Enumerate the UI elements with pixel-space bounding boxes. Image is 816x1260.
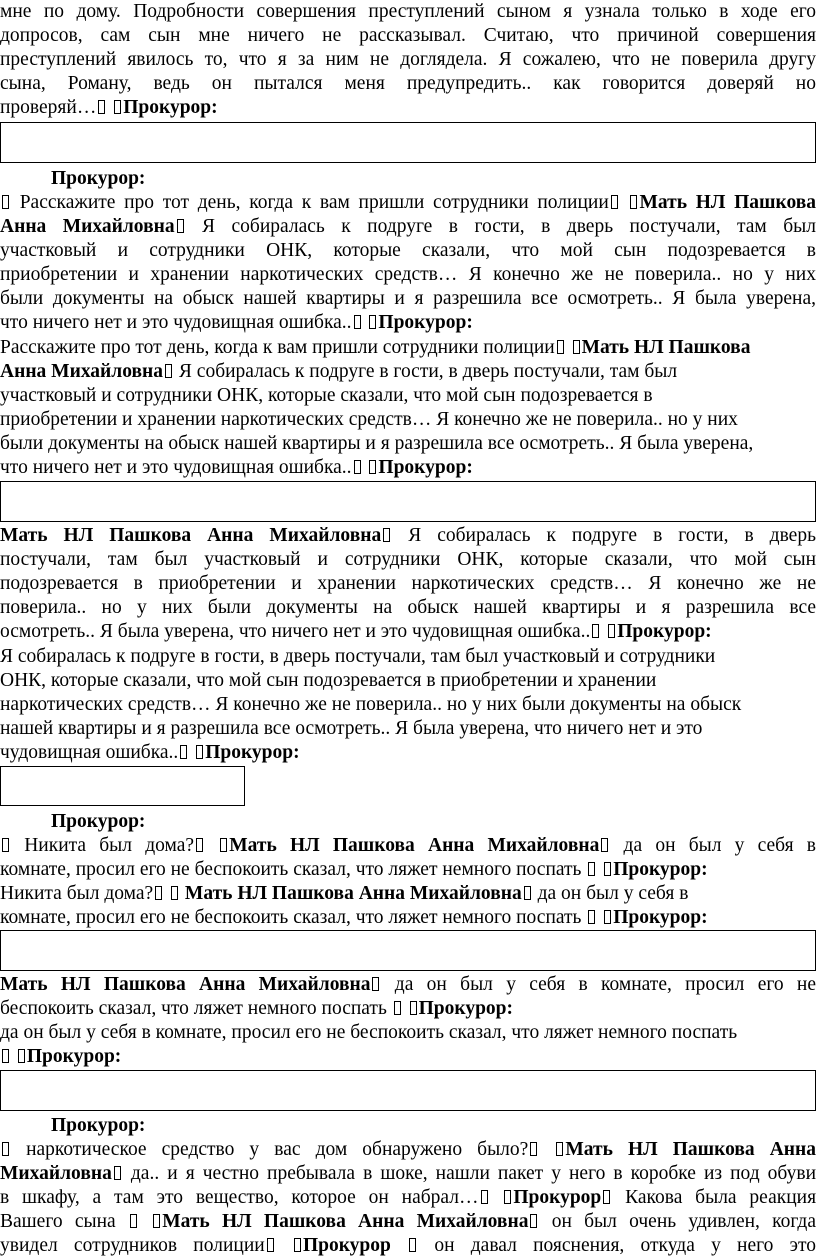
text-line: что ничего нет и это чудовищная ошибка.. Прокурор: xyxy=(0,457,473,478)
missing-glyph-icon xyxy=(2,1142,9,1156)
missing-glyph-icon xyxy=(354,315,361,329)
missing-glyph-icon xyxy=(588,910,595,924)
prosecutor-answer-box[interactable] xyxy=(0,122,816,163)
missing-glyph-icon xyxy=(557,340,564,354)
missing-glyph-icon xyxy=(556,1142,563,1156)
missing-glyph-icon xyxy=(601,838,608,852)
text-line: участковый и сотрудники ОНК, которые сказали, что мой сын подозревается в xyxy=(0,385,653,406)
missing-glyph-icon xyxy=(294,1238,301,1252)
missing-glyph-icon xyxy=(98,100,105,114)
missing-glyph-icon xyxy=(155,886,162,900)
text-line: приобретении и хранении наркотических средств… Я конечно же не поверила.. но у них xyxy=(0,264,816,285)
speaker-label: Прокурор: xyxy=(378,457,473,478)
missing-glyph-icon xyxy=(220,838,227,852)
text-line xyxy=(0,1045,816,1069)
prosecutor-answer-box[interactable] xyxy=(0,930,816,971)
missing-glyph-icon xyxy=(481,1190,488,1204)
missing-glyph-icon xyxy=(369,460,376,474)
speaker-label: Мать НЛ Пашкова Анна Михайловна xyxy=(229,835,600,856)
prosecutor-answer-box[interactable] xyxy=(0,481,816,522)
text-line: в шкафу, а там это вещество, которое он набрал… Прокурор Какова была реакция xyxy=(0,1187,816,1208)
speaker-label: Анна Михайловна xyxy=(0,361,164,382)
missing-glyph-icon xyxy=(604,862,611,876)
missing-glyph-icon xyxy=(2,1049,9,1063)
text-line: постучали, там был участковый и сотрудники ОНК, которые сказали, что мой сын xyxy=(0,549,816,570)
text-line: увидел сотрудников полиции Прокурор он давал пояснения, откуда у него это xyxy=(0,1235,816,1256)
text-line: были документы на обыск нашей квартиры и я разрешила все осмотреть.. Я была уверена, xyxy=(0,288,816,309)
text-line: участковый и сотрудники ОНК, которые сказали, что мой сын подозревается в xyxy=(0,240,816,261)
text-line: осмотреть.. Я была уверена, что ничего нет и это чудовищная ошибка.. Прокурор: xyxy=(0,621,712,642)
text-line: ОНК, которые сказали, что мой сын подозревается в приобретении и хранении xyxy=(0,670,657,691)
text-line: Я собиралась к подруге в гости, в дверь постучали, там был участковый и сотрудники xyxy=(0,646,716,667)
speaker-label: Мать НЛ Пашкова Анна Михайловна xyxy=(162,1211,529,1232)
text-line: Вашего сына Мать НЛ Пашкова Анна Михайловна он был очень удивлен, когда xyxy=(0,1211,816,1232)
missing-glyph-icon xyxy=(267,1238,274,1252)
missing-glyph-icon xyxy=(524,886,531,900)
text-line: сына, Роману, ведь он пытался меня предупредить.. как говорится доверяй но xyxy=(0,73,816,94)
missing-glyph-icon xyxy=(588,862,595,876)
missing-glyph-icon xyxy=(177,219,184,233)
text-line: преступлений явилось то, что я за ним не доглядела. Я сожалею, что не поверила другу xyxy=(0,49,816,70)
speaker-label: Михайловна xyxy=(0,1163,112,1184)
text-line: допросов, сам сын мне ничего не рассказывал. Считаю, что причиной совершения xyxy=(0,25,816,46)
text-line: приобретении и хранении наркотических средств… Я конечно же не поверила.. но у них xyxy=(0,409,738,430)
text-line: комнате, просил его не беспокоить сказал, что ляжет немного поспать Прокурор: xyxy=(0,907,708,928)
missing-glyph-icon xyxy=(573,340,580,354)
text-line: Анна Михайловна Я собиралась к подруге в гости, в дверь постучали, там был xyxy=(0,216,816,237)
text-line: Расскажите про тот день, когда к вам пришли сотрудники полиции Мать НЛ Пашкова xyxy=(0,191,816,215)
missing-glyph-icon xyxy=(372,977,379,991)
text-line: Никита был дома? Мать НЛ Пашкова Анна Михайловна да он был у себя в xyxy=(0,883,689,904)
text-line: Расскажите про тот день, когда к вам пришли сотрудники полиции Мать НЛ Пашкова xyxy=(0,337,751,358)
missing-glyph-icon xyxy=(153,1214,160,1228)
speaker-label: Мать НЛ Пашкова Анна Михайловна xyxy=(0,525,382,546)
speaker-label: Прокурор: xyxy=(418,998,514,1019)
missing-glyph-icon xyxy=(130,1214,137,1228)
missing-glyph-icon xyxy=(354,460,361,474)
prosecutor-answer-box[interactable] xyxy=(0,1070,816,1111)
text-line: наркотических средств… Я конечно же не поверила.. но у них были документы на обыск xyxy=(0,694,742,715)
missing-glyph-icon xyxy=(383,528,390,542)
speaker-heading: Прокурор: xyxy=(51,811,146,832)
missing-glyph-icon xyxy=(18,1049,25,1063)
missing-glyph-icon xyxy=(592,624,599,638)
speaker-label: Прокурор: xyxy=(617,621,712,642)
missing-glyph-icon xyxy=(2,195,9,209)
missing-glyph-icon xyxy=(394,1001,401,1015)
missing-glyph-icon xyxy=(530,1214,537,1228)
speaker-label: Мать НЛ Пашкова xyxy=(639,192,816,213)
speaker-label: Прокурор xyxy=(513,1187,602,1208)
missing-glyph-icon xyxy=(608,624,615,638)
missing-glyph-icon xyxy=(196,745,203,759)
text-line: чудовищная ошибка.. Прокурор: xyxy=(0,742,300,763)
missing-glyph-icon xyxy=(369,315,376,329)
text-line: подозревается в приобретении и хранении наркотических средств… Я конечно же не xyxy=(0,573,816,594)
missing-glyph-icon xyxy=(171,886,178,900)
text-line: мне по дому. Подробности совершения преступлений сыном я узнала только в ходе его xyxy=(0,1,816,22)
text-line: были документы на обыск нашей квартиры и я разрешила все осмотреть.. Я была уверена, xyxy=(0,433,754,454)
text-line: Михайловна да.. и я честно пребывала в шоке, нашли пакет у него в коробке из под обуви xyxy=(0,1163,816,1184)
missing-glyph-icon xyxy=(611,195,618,209)
speaker-label: Прокурор: xyxy=(123,97,218,118)
text-line: нашей квартиры и я разрешила все осмотреть.. Я была уверена, что ничего нет и это xyxy=(0,718,703,739)
text-line: проверяй… Прокурор: xyxy=(0,97,218,118)
missing-glyph-icon xyxy=(114,1166,121,1180)
text-line: Никита был дома? Мать НЛ Пашкова Анна Михайловна да он был у себя в xyxy=(0,834,816,858)
missing-glyph-icon xyxy=(604,910,611,924)
text-line: Мать НЛ Пашкова Анна Михайловна да он был у себя в комнате, просил его не xyxy=(0,974,816,995)
speaker-label: Мать НЛ Пашкова Анна Михайловна xyxy=(184,883,522,904)
missing-glyph-icon xyxy=(114,100,121,114)
speaker-heading: Прокурор: xyxy=(51,1115,146,1136)
text-line: Мать НЛ Пашкова Анна Михайловна Я собиралась к подруге в гости, в дверь xyxy=(0,525,816,546)
prosecutor-answer-box-small[interactable] xyxy=(0,766,245,806)
missing-glyph-icon xyxy=(409,1238,416,1252)
speaker-label: Мать НЛ Пашкова xyxy=(581,337,751,358)
missing-glyph-icon xyxy=(196,838,203,852)
speaker-label: Мать НЛ Пашкова Анна Михайловна xyxy=(0,974,371,995)
missing-glyph-icon xyxy=(410,1001,417,1015)
text-line: Анна Михайловна Я собиралась к подруге в гости, в дверь постучали, там был xyxy=(0,361,678,382)
missing-glyph-icon xyxy=(180,745,187,759)
missing-glyph-icon xyxy=(630,195,637,209)
speaker-label: Прокурор: xyxy=(205,742,300,763)
missing-glyph-icon xyxy=(165,364,172,378)
speaker-heading: Прокурор: xyxy=(51,168,146,189)
speaker-label: Прокурор: xyxy=(613,907,708,928)
missing-glyph-icon xyxy=(504,1190,511,1204)
missing-glyph-icon xyxy=(603,1190,610,1204)
text-line: поверила.. но у них были документы на обыск нашей квартиры и я разрешила все xyxy=(0,597,816,618)
missing-glyph-icon xyxy=(2,838,9,852)
speaker-label: Прокурор: xyxy=(26,1046,122,1067)
text-line: комнате, просил его не беспокоить сказал, что ляжет немного поспать Прокурор: xyxy=(0,859,708,880)
text-line: что ничего нет и это чудовищная ошибка.. Прокурор: xyxy=(0,312,473,333)
speaker-label: Прокурор xyxy=(302,1235,391,1256)
speaker-label: Анна Михайловна xyxy=(0,216,175,237)
missing-glyph-icon xyxy=(530,1142,537,1156)
text-line: наркотическое средство у вас дом обнаружено было? Мать НЛ Пашкова Анна xyxy=(0,1138,816,1162)
speaker-label: Мать НЛ Пашкова Анна xyxy=(565,1139,816,1160)
speaker-label: Прокурор: xyxy=(613,859,708,880)
speaker-label: Прокурор: xyxy=(378,312,473,333)
text-line: да он был у себя в комнате, просил его не беспокоить сказал, что ляжет немного поспать xyxy=(0,1022,738,1043)
text-line: беспокоить сказал, что ляжет немного поспать Прокурор: xyxy=(0,998,514,1019)
